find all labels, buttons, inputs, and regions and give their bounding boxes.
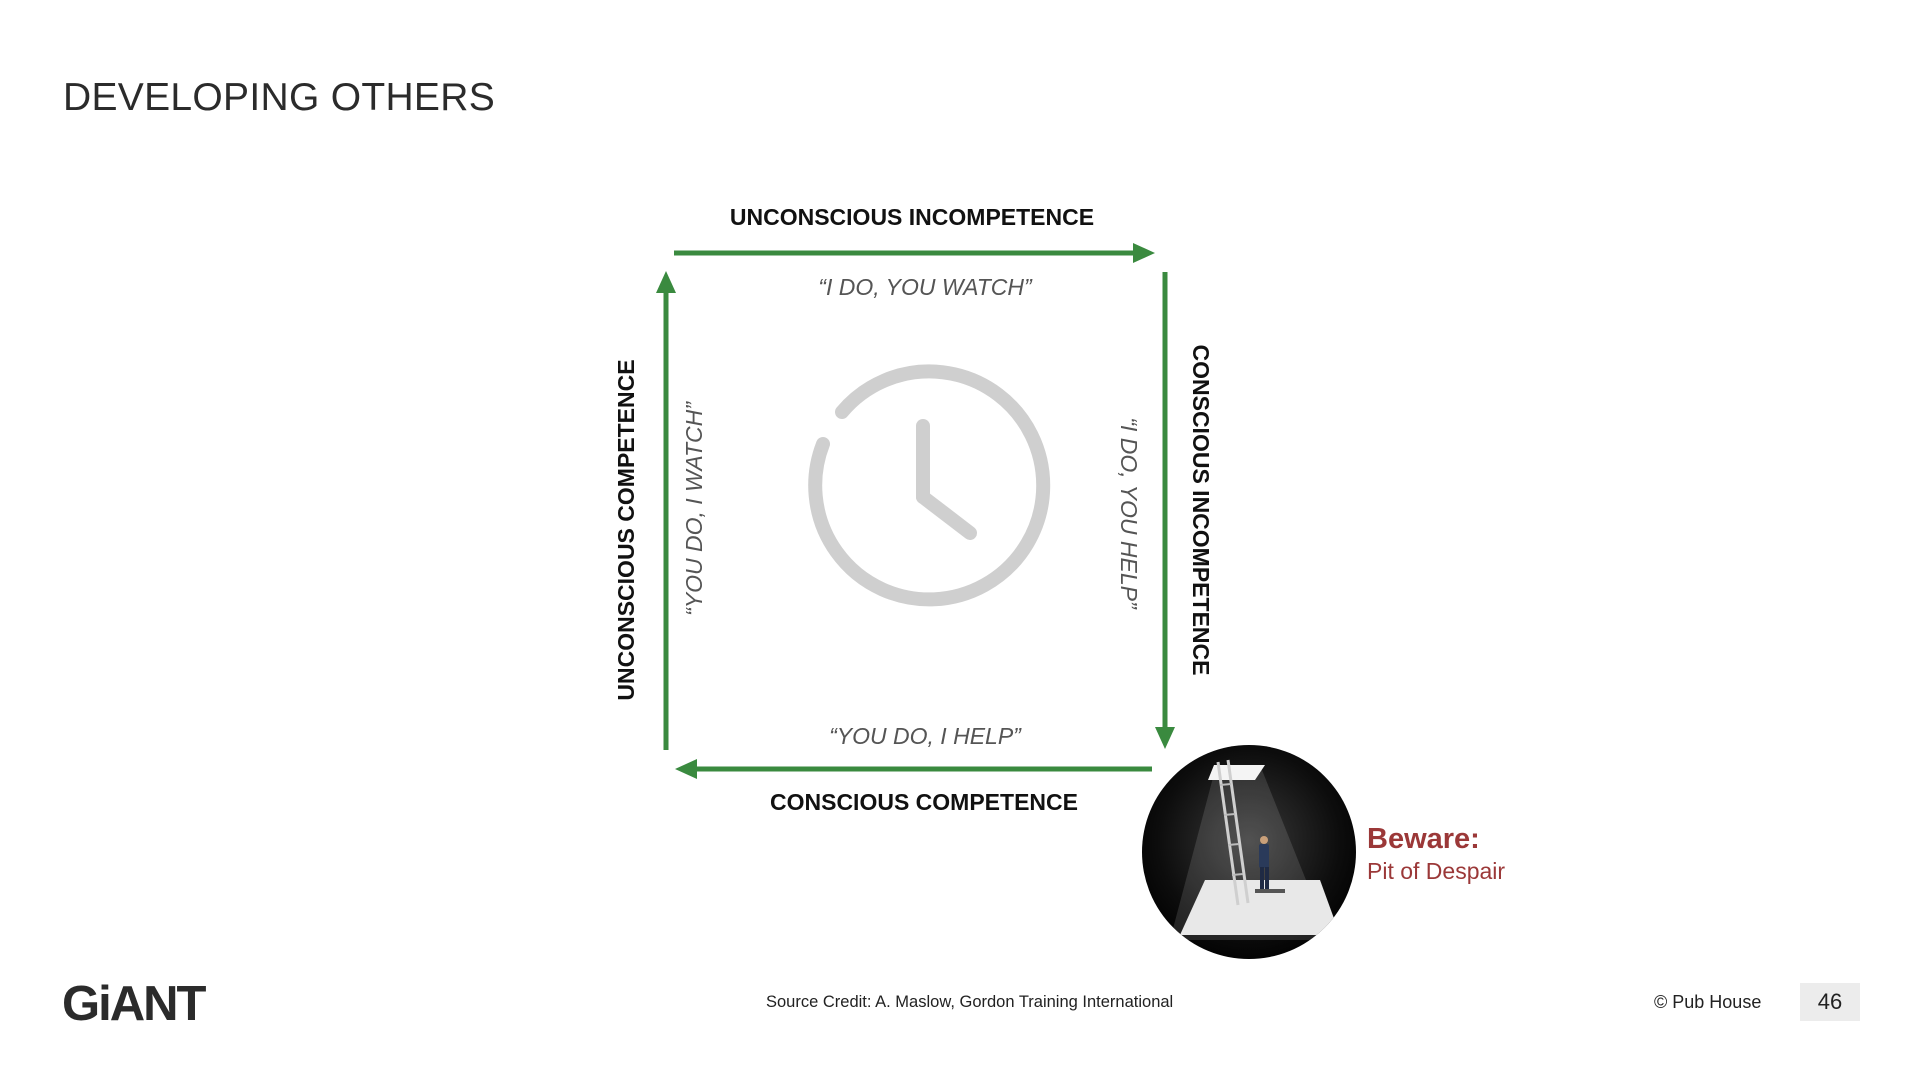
source-credit: Source Credit: A. Maslow, Gordon Training International <box>766 993 1174 1011</box>
top-quote: “I DO, YOU WATCH” <box>818 274 1032 300</box>
left-arrow <box>656 271 676 750</box>
right-stage-label: CONSCIOUS INCOMPETENCE <box>1188 344 1214 676</box>
bottom-stage-label: CONSCIOUS COMPETENCE <box>770 789 1078 815</box>
bottom-arrow <box>675 759 1152 779</box>
clock-icon <box>815 371 1043 599</box>
left-quote: “YOU DO, I WATCH” <box>681 402 707 616</box>
svg-text:GiANT: GiANT <box>62 978 205 1026</box>
page-number: 46 <box>1800 983 1860 1021</box>
page-title: DEVELOPING OTHERS <box>63 76 496 119</box>
right-quote: “I DO, YOU HELP” <box>1116 417 1142 609</box>
copyright: © Pub House <box>1654 992 1762 1012</box>
left-stage-label: UNCONSCIOUS COMPETENCE <box>613 359 639 701</box>
beware-title: Beware: <box>1367 823 1480 855</box>
right-arrow <box>1155 272 1175 749</box>
beware-subtitle: Pit of Despair <box>1367 858 1506 884</box>
top-stage-label: UNCONSCIOUS INCOMPETENCE <box>729 204 1095 230</box>
bottom-quote: “YOU DO, I HELP” <box>829 723 1021 749</box>
pit-of-despair-image <box>1142 745 1356 959</box>
giant-logo <box>62 978 222 1026</box>
top-arrow <box>674 243 1155 263</box>
